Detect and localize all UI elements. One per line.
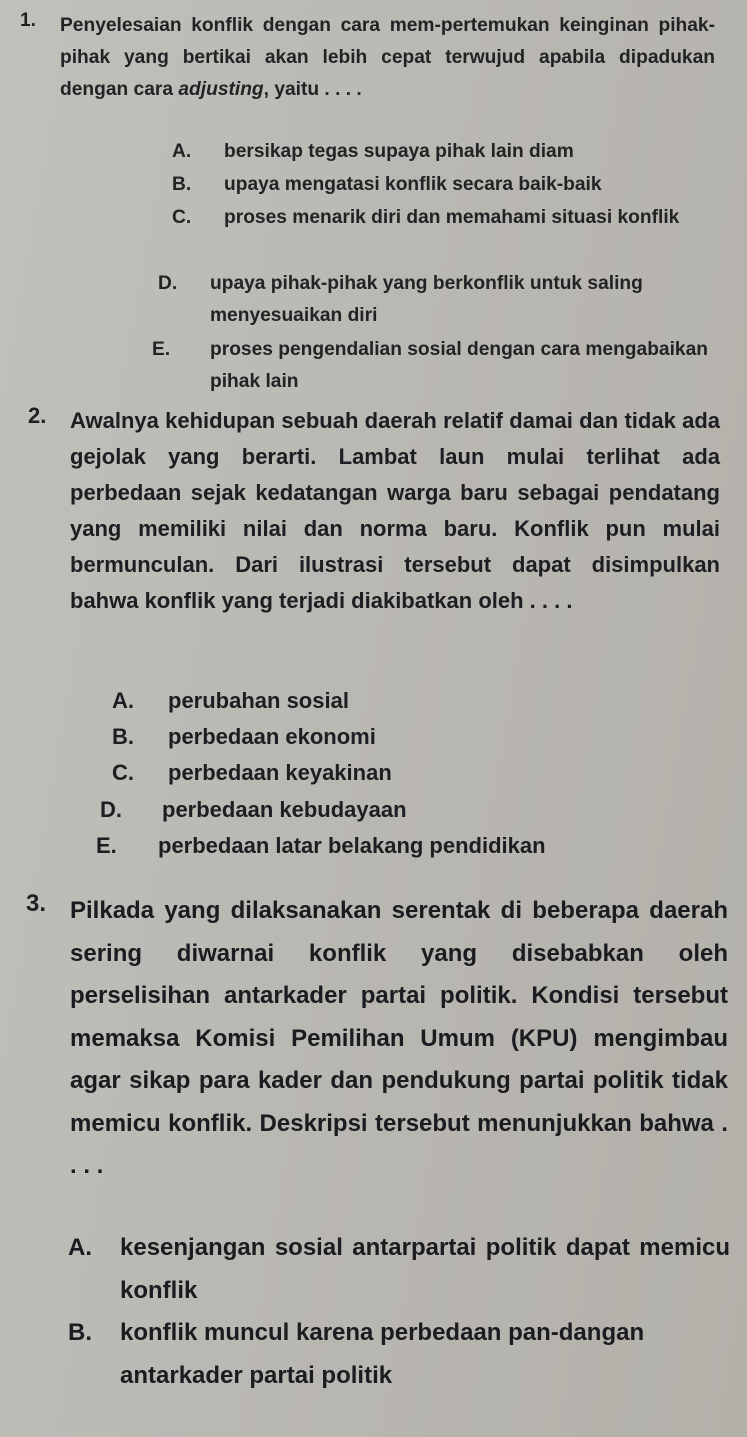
question-stem: Awalnya kehidupan sebuah daerah relatif damai dan tidak ada gejolak yang berarti. Lambat laun mulai terlihat ada perbedaan sejak kedatangan warga baru sebagai pendatang yang memiliki nilai dan norma baru. Konflik pun mulai bermunculan. Dari ilustrasi tersebut dapat disimpulkan bahwa konflik yang terjadi diakibatkan oleh . . . .	[70, 408, 720, 613]
question-stem	[60, 10, 715, 106]
option-letter: E.	[96, 833, 117, 858]
option-text: perbedaan kebudayaan	[162, 797, 407, 822]
question-number: 1.	[20, 10, 36, 31]
option-text: bersikap tegas supaya pihak lain diam	[224, 141, 574, 162]
question-number: 2.	[28, 403, 47, 428]
option-text: proses pengendalian sosial dengan cara mengabaikan pihak lain	[210, 339, 708, 392]
option-letter: C.	[112, 760, 134, 785]
option-text: proses menarik diri dan memahami situasi konflik	[224, 207, 680, 228]
question-stem: Pilkada yang dilaksanakan serentak di beberapa daerah sering diwarnai konflik yang disebabkan oleh perselisihan antarkader partai politik. Kondisi tersebut memaksa Komisi Pemilihan Umum (KPU) mengimbau agar sikap para kader dan pendukung partai politik tidak memicu konflik. Deskripsi tersebut menunjukkan bahwa . . . .	[70, 897, 728, 1179]
option-text: perbedaan latar belakang pendidikan	[158, 833, 546, 858]
option-letter: D.	[158, 273, 178, 294]
option-text: konflik muncul karena perbedaan pan-dangan antarkader partai politik	[120, 1319, 645, 1389]
option-letter: A.	[112, 688, 134, 713]
option-text: kesenjangan sosial antarpartai politik dapat memicu konflik	[120, 1234, 730, 1304]
option-text: upaya pihak-pihak yang berkonflik untuk saling menyesuaikan diri	[210, 273, 643, 326]
stem-text-end: , yaitu . . . .	[263, 79, 362, 100]
option-letter: A.	[172, 141, 192, 162]
option-letter: D.	[100, 797, 122, 822]
option-text: perbedaan keyakinan	[168, 760, 392, 785]
option-text: perubahan sosial	[168, 688, 349, 713]
option-text: perbedaan ekonomi	[168, 724, 376, 749]
question-1	[0, 6, 747, 392]
option-letter: B.	[112, 724, 134, 749]
question-3	[0, 890, 747, 1430]
option-letter: C.	[172, 207, 192, 228]
stem-italic-term: adjusting	[178, 79, 264, 100]
question-2	[0, 403, 747, 883]
stem-text: Penyelesaian konflik dengan cara mem-pertemukan keinginan pihak-pihak yang bertikai akan lebih cepat terwujud apabila dipadukan dengan cara	[60, 15, 715, 100]
option-letter: A.	[68, 1234, 92, 1261]
option-text: upaya mengatasi konflik secara baik-baik	[224, 174, 602, 195]
question-number: 3.	[26, 890, 47, 917]
option-letter: B.	[68, 1319, 92, 1346]
option-letter: E.	[152, 339, 171, 360]
option-letter: B.	[172, 174, 192, 195]
